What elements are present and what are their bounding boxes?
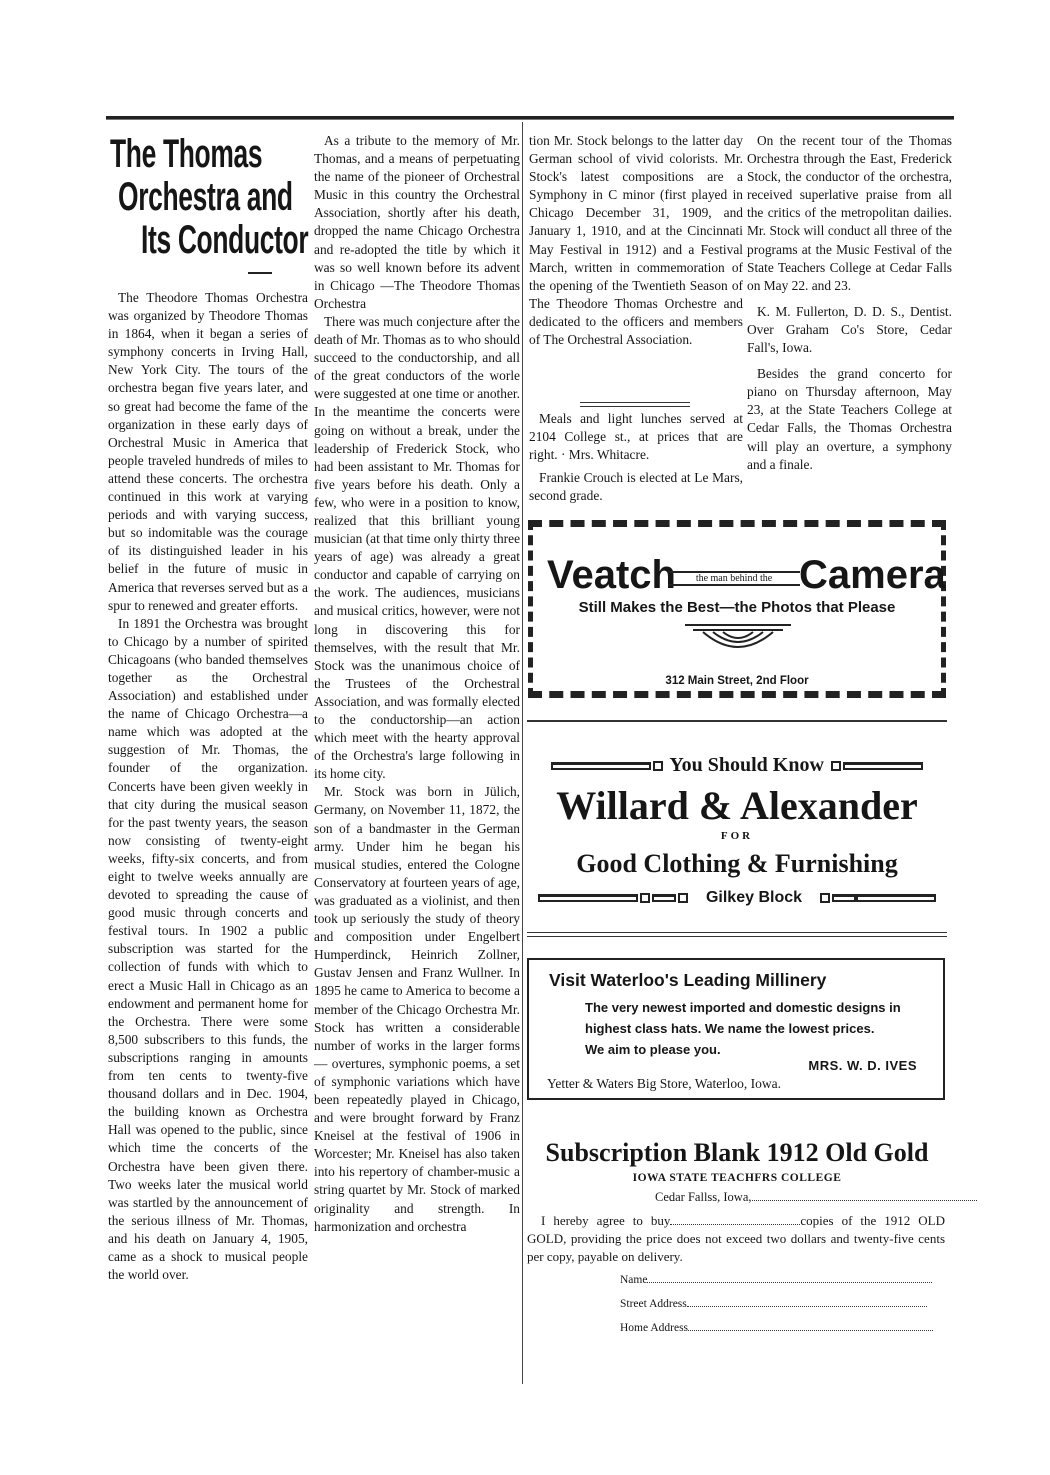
willard-name: Willard & Alexander	[556, 783, 918, 828]
place-text: Cedar Fallss, Iowa,	[655, 1190, 752, 1204]
subscription-title: Subscription Blank 1912 Old Gold	[545, 1138, 929, 1167]
title-line: Orchestra and	[118, 175, 293, 219]
ornament-bar-icon	[551, 762, 651, 770]
agree-text: OLD GOLD, providing the price does not exceed two dollars and twenty-five cents per copy, payable on delivery.	[527, 1213, 946, 1264]
paragraph: There was much conjecture after the death of Mr. Thomas as to who should succeed to the conductorship, and all of the great conductors of the worle were suggested at one time or another. In the meantime the concerts were going on without a break, under the leadership of Frederick Stock, who had been assistant to Mr. Thomas for five years before his death. Only a few, who were in a position to know, realized that this brilliant young musician (at that time only thirty three years of age) was already a great conductor and capable of carrying on the work. The audiences, musicians and musical critics, however, were not long in discovering this for themselves, with the result that Mr. Stock was the unanimous choice of the Trustees of the Orchestral Association, and was formally elected to the conductorship—an action which meet with the hearty approval of the Orchestra's large following in its home city.	[314, 313, 521, 782]
divider	[580, 402, 690, 403]
veatch-camera: Camera	[799, 553, 946, 597]
meals-notice	[529, 410, 743, 464]
date-field[interactable]	[752, 1200, 977, 1201]
copies-field[interactable]	[670, 1224, 800, 1225]
ornament-box-icon	[820, 893, 830, 903]
home-address-input[interactable]	[688, 1330, 933, 1331]
crouch-text: Frankie Crouch is elected at Le Mars, second grade.	[529, 470, 743, 504]
veatch-ad	[528, 520, 946, 698]
field-home	[620, 1322, 933, 1334]
agree-text: I hereby agree to buy	[541, 1213, 671, 1228]
ornament-bar-icon	[832, 894, 856, 902]
paragraph: As a tribute to the memory of Mr. Thomas, and a means of perpetuating the name of the pioneer of Orchestral Music in this country the Orchestral Association, shortly after his death, dropped the name Chicago Orchestra and re-adopted the title by which it was so well known before its advent in Chicago —The Theodore Thomas Orchestra	[314, 133, 520, 311]
paragraph: Mr. Stock was born in Jülich, Germany, on November 11, 1872, the son of a bandmaster in the German army. Under him he began his musical studies, entered the Cologne Conservatory at fourteen years of age, was graduated as a violinist, and then took up seriously the study of theory and composition under Engelbert Humperdinck, Heinrich Zollner, Gustav Jensen and Franz Wullner. In 1895 he came to America to become a member of the Chicago Orchestra Mr. Stock has written a considerable number of works in the larger forms — overtures, symphonic poems, a set of symphonic variations which have been repeatedly played in Chicago, and were brought forward by Franz Kneisel at the festival of 1906 in Worcester; Mr. Kneisel has also taken into his repertory of chamber-music a string quartet by Mr. Stock of marked originality and strength. In harmonization and orchestra	[314, 784, 520, 1234]
millinery-line: The very newest imported and domestic designs in	[585, 1000, 901, 1015]
column-divider	[522, 122, 523, 1384]
agree-text: copies of the 1912	[800, 1213, 911, 1228]
subscription-college: IOWA STATE TEACHFRS COLLEGE	[632, 1172, 842, 1184]
ornament-bar-icon	[843, 762, 923, 770]
ornament-box-icon	[678, 893, 688, 903]
field-label: Home Address	[620, 1322, 689, 1334]
willard-location	[527, 889, 947, 907]
ornament-bar-icon	[856, 894, 936, 902]
article-column-1	[108, 289, 308, 1284]
field-name	[620, 1274, 932, 1286]
divider	[527, 936, 947, 937]
ornament-box-icon	[640, 893, 650, 903]
field-label: Name	[620, 1274, 648, 1286]
willard-for: FOR	[720, 830, 754, 842]
willard-goods: Good Clothing & Furnishing	[576, 849, 898, 878]
millinery-ad	[527, 958, 945, 1100]
title-line: Its Conductor	[141, 218, 309, 262]
divider	[527, 720, 947, 722]
field-label: Street Address	[620, 1298, 687, 1310]
title-line: The Thomas	[110, 132, 263, 176]
street-address-input[interactable]	[687, 1306, 927, 1307]
millinery-proprietor: MRS. W. D. IVES	[808, 1058, 917, 1073]
paragraph: The Theodore Thomas Orchestra was organized by Theodore Thomas in 1864, when it began a series of symphony concerts in Irving Hall, New York City. The tours of the orchestra began five years later, and so great had become the fame of the organization in these early days of Orchestral Music in America that people traveled hundreds of miles to attend these concerts. The orchestra continued in this work at varying periods and with varying success, but so indomitable was the courage of its distinguished leader in his belief in the future of music in America that reverses served but as a spur to renewed and greater efforts.	[108, 290, 308, 613]
veatch-tagline: the man behind the	[668, 571, 800, 586]
veatch-slogan: Still Makes the Best—the Photos that Please	[578, 599, 896, 616]
name-input[interactable]	[647, 1282, 932, 1283]
paragraph: On the recent tour of the Thomas Orchestra through the East, Frederick Stock, the conductor of the orchestra, received superlative praise from all the critics of the metropolitan dailies. Mr. Stock will conduct all three of the programs at the Music Festival of the State Teachers College at Cedar Falls on May 22. and 23.	[747, 133, 952, 293]
veatch-name: Veatch	[547, 553, 676, 597]
ornament-bar-icon	[652, 894, 676, 902]
paragraph: In 1891 the Orchestra was brought to Chicago by a number of spirited Chicagoans (who banded themselves together as the Orchestral Association) and established under the name of Chicago Orchestra—a name which was adopted at the suggestion of Mr. Thomas, the founder of the organization. Concerts have been given weekly in that city during the musical season for the past twenty years, the season now consisting of twenty-eight weeks, fifty-six concerts, and from eight to twelve weeks annually are devoted to spreading the cause of good music through concerts and festival tours. In 1902 a public subscription was started for the collection of funds with which to erect a Music Hall in Chicago as an endowment and permanent home for the Orchestra. There were some 8,500 subscribers to this funds, the subscriptions ranging in amounts from ten cents to twenty-five thousand dollars and in Dec. 1904, the building known as Orchestra Hall was opened to the public, since which time the concerts of the Orchestra have been given there. Two weeks later the musical world was startled by the announcement of the serious illness of Mr. Thomas, and his death on January 4, 1905, came as a shock to musical people the world over.	[108, 615, 308, 1283]
meals-text: Meals and light lunches served at 2104 College st., at prices that are right. · Mrs. Whitacre.	[529, 411, 743, 463]
ornament-box-icon	[831, 761, 841, 771]
article-column-3	[529, 132, 743, 349]
paragraph: Besides the grand concerto for piano on Thursday afternoon, May 23, at the State Teachers College at Cedar Falls, the Thomas Orchestra will play an overture, a symphony and a finale.	[747, 366, 952, 472]
paragraph: K. M. Fullerton, D. D. S., Dentist. Over Graham Co's Store, Cedar Fall's, Iowa.	[747, 303, 952, 356]
divider	[527, 932, 947, 933]
article-column-4	[747, 132, 952, 474]
millinery-title: Visit Waterloo's Leading Millinery	[549, 970, 827, 990]
article-column-2	[314, 132, 520, 1236]
you-should-know	[527, 754, 947, 777]
ornament-icon	[683, 622, 793, 652]
ornament-box-icon	[653, 761, 663, 771]
veatch-address: 312 Main Street, 2nd Floor	[665, 675, 809, 687]
millinery-line: highest class hats. We name the lowest prices.	[585, 1021, 875, 1036]
title-dash	[248, 272, 272, 274]
location-text: Gilkey Block	[705, 889, 803, 906]
crouch-notice	[529, 469, 743, 505]
top-rule	[106, 116, 954, 120]
paragraph: tion Mr. Stock belongs to the latter day German school of vivid colorists. Mr. Stock's latest compositions are a Symphony in C minor (first played in Chicago December 31, 1909, and January 1, 1910, and at the Cincinnati May Festival in 1912) and a Festival March, written in commemoration of the opening of the Twentieth Season of The Theodore Thomas Orchestre and dedicated to the officers and members of The Orchestral Association.	[529, 133, 743, 348]
divider	[580, 406, 690, 407]
you-should-know-text: You Should Know	[669, 754, 824, 776]
millinery-address: Yetter & Waters Big Store, Waterloo, Iowa.	[547, 1076, 782, 1091]
field-street	[620, 1298, 927, 1310]
subscription-place	[655, 1190, 977, 1205]
millinery-line: We aim to please you.	[585, 1042, 721, 1057]
subscription-agreement	[527, 1212, 945, 1266]
ornament-bar-icon	[538, 894, 638, 902]
